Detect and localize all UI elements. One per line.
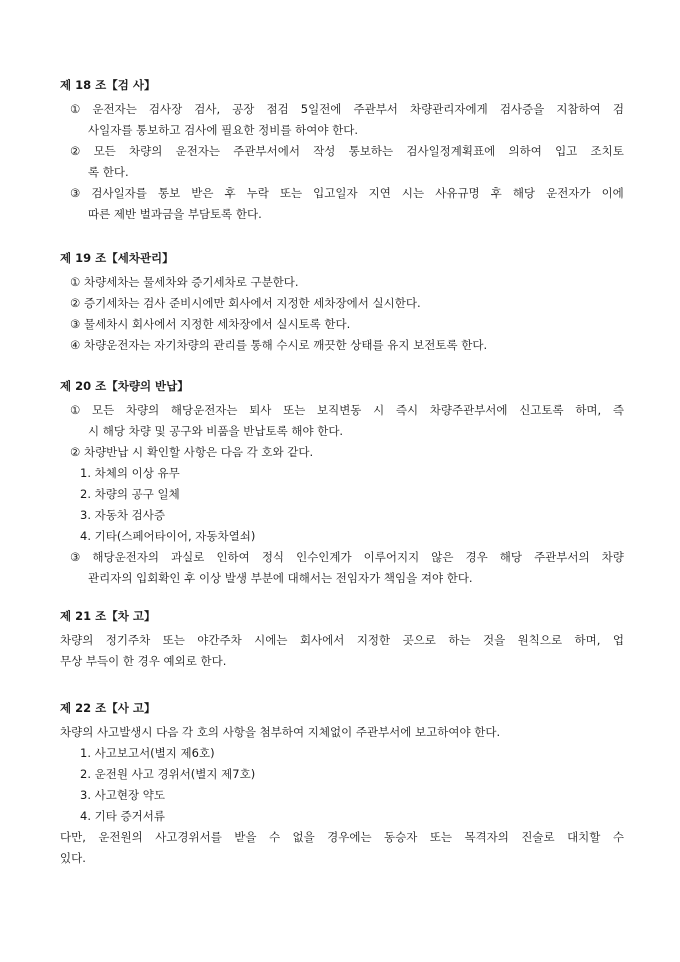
text-line: ③ 해당운전자의 과실로 인하여 정식 인수인계가 이루어지지 않은 경우 해당 주관부서의 차량 <box>70 550 624 564</box>
text-line: 사일자를 통보하고 검사에 필요한 정비를 하여야 한다. <box>88 123 358 137</box>
text-line: ③ 물세차시 회사에서 지정한 세차장에서 실시토록 한다. <box>70 317 351 331</box>
text-line: 1. 사고보고서(별지 제6호) <box>80 746 215 760</box>
text-line: 3. 사고현장 약도 <box>80 788 165 802</box>
text-line: 따른 제반 벌과금을 부담토록 한다. <box>88 207 262 221</box>
text-line: 관리자의 입회확인 후 이상 발생 부분에 대해서는 전임자가 책임을 져야 한다. <box>88 571 473 585</box>
article-section <box>60 77 624 225</box>
text-line: ① 운전자는 검사장 검사, 공장 점검 5일전에 주관부서 차량관리자에게 검사증을 지참하여 검 <box>70 102 624 116</box>
text-line: ① 차량세차는 물세차와 증기세차로 구분한다. <box>70 275 299 289</box>
text-line: 차량의 정기주차 또는 야간주차 시에는 회사에서 지정한 곳으로 하는 것을 원칙으로 하며, 업 <box>60 633 624 647</box>
text-line: ② 차량반납 시 확인할 사항은 다음 각 호와 같다. <box>70 445 314 459</box>
text-line: 무상 부득이 한 경우 예외로 한다. <box>60 654 227 668</box>
text-line: ② 모든 차량의 운전자는 주관부서에서 작성 통보하는 검사일정계획표에 의하여 입고 조치토 <box>70 144 624 158</box>
text-line: ③ 검사일자를 통보 받은 후 누락 또는 입고일자 지연 시는 사유규명 후 해당 운전자가 이에 <box>70 186 624 200</box>
article-heading: 제 18 조【검 사】 <box>60 78 156 92</box>
text-line: 2. 운전원 사고 경위서(별지 제7호) <box>80 767 256 781</box>
text-line: 3. 자동차 검사증 <box>80 508 165 522</box>
article-section <box>60 250 624 356</box>
article-heading: 제 21 조【차 고】 <box>60 609 156 623</box>
text-line: ④ 차량운전자는 자기차량의 관리를 통해 수시로 깨끗한 상태를 유지 보전토록 한다. <box>70 338 488 352</box>
article-section <box>60 700 624 869</box>
article-heading: 제 22 조【사 고】 <box>60 701 156 715</box>
article-section <box>60 378 624 589</box>
text-line: 1. 차체의 이상 유무 <box>80 466 180 480</box>
text-line: 시 해당 차량 및 공구와 비품을 반납토록 해야 한다. <box>88 424 344 438</box>
text-line: 2. 차량의 공구 일체 <box>80 487 180 501</box>
text-line: 다만, 운전원의 사고경위서를 받을 수 없을 경우에는 동승자 또는 목격자의 진술로 대치할 수 <box>60 830 624 844</box>
text-line: 있다. <box>60 851 86 865</box>
article-section <box>60 608 624 672</box>
article-heading: 제 19 조【세차관리】 <box>60 251 174 265</box>
text-line: 차량의 사고발생시 다음 각 호의 사항을 첨부하여 지체없이 주관부서에 보고하여야 한다. <box>60 725 501 739</box>
text-line: 록 한다. <box>88 165 129 179</box>
text-line: ① 모든 차량의 해당운전자는 퇴사 또는 보직변동 시 즉시 차량주관부서에 신고토록 하며, 즉 <box>70 403 624 417</box>
text-line: 4. 기타(스페어타이어, 자동차열쇠) <box>80 529 256 543</box>
article-heading: 제 20 조【차량의 반납】 <box>60 379 189 393</box>
text-line: ② 증기세차는 검사 준비시에만 회사에서 지정한 세차장에서 실시한다. <box>70 296 421 310</box>
text-line: 4. 기타 증거서류 <box>80 809 165 823</box>
